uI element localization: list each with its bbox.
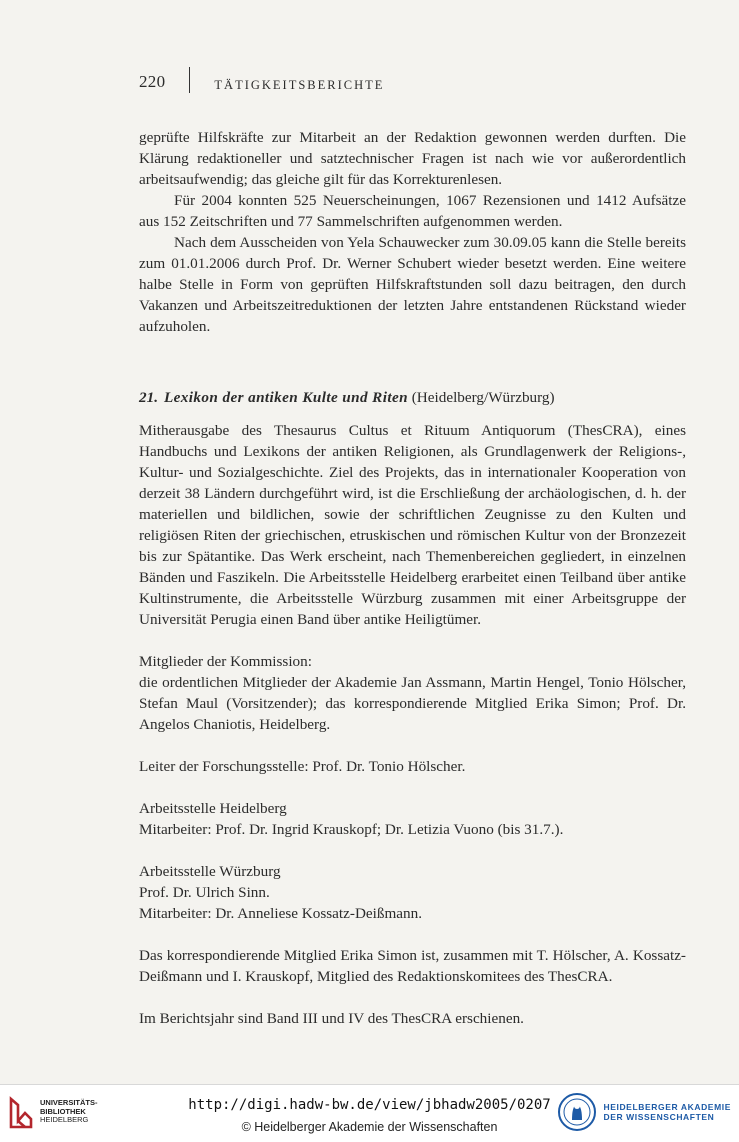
paragraph: Nach dem Ausscheiden von Yela Schauwecker zum 30.09.05 kann die Stelle bereits zum 01.01.2006 durch Prof. Dr. Werner Schubert wieder besetzt werden. Eine weitere halbe Stelle in Form von geprüften Hilfskraftstunden soll dazu beitragen, den durch Vakanzen und Arbeitszeitreduktionen der letzten Jahre entstandenen Rückstand wieder aufzuholen. [139, 234, 686, 335]
page-number: 220 [139, 72, 166, 91]
heidelberg-label: Arbeitsstelle Heidelberg [139, 800, 287, 817]
section-title: Lexikon der antiken Kulte und Riten [163, 389, 408, 406]
copyright-notice: © Heidelberger Akademie der Wissenschaften [241, 1120, 498, 1134]
wuerzburg-label: Arbeitsstelle Würzburg [139, 863, 281, 880]
section-body [139, 420, 686, 1029]
report-year-line: Im Berichtsjahr sind Band III und IV des ThesCRA erschienen. [139, 1010, 524, 1027]
section-location: (Heidelberg/Würzburg) [411, 389, 555, 406]
heidelberg-staff: Mitarbeiter: Prof. Dr. Ingrid Krauskopf; Dr. Letizia Vuono (bis 31.7.). [139, 821, 564, 838]
leader-line: Leiter der Forschungsstelle: Prof. Dr. Tonio Hölscher. [139, 758, 466, 775]
paragraph: Für 2004 konnten 525 Neuerscheinungen, 1067 Rezensionen und 1412 Aufsätze aus 152 Zeitschriften und 77 Sammelschriften aufgenommen werden. [139, 192, 686, 230]
academy-logo[interactable] [557, 1092, 731, 1132]
running-head-title: TÄTIGKEITSBERICHTE [214, 78, 385, 92]
viewer-footer [0, 1084, 739, 1142]
header-divider [189, 67, 190, 93]
permalink-url[interactable]: http://digi.hadw-bw.de/view/jbhadw2005/0207 [188, 1097, 551, 1113]
section-number: 21. [139, 389, 158, 406]
committee-paragraph: Das korrespondierende Mitglied Erika Simon ist, zusammen mit T. Hölscher, A. Kossatz-Deißmann und I. Krauskopf, Mitglied des Redaktionskomitees des ThesCRA. [139, 947, 686, 985]
members-label: Mitglieder der Kommission: [139, 653, 312, 670]
academy-seal-icon [557, 1092, 597, 1132]
academy-name: HEIDELBERGER AKADEMIE DER WISSENSCHAFTEN [603, 1101, 731, 1122]
wuerzburg-head: Prof. Dr. Ulrich Sinn. [139, 884, 270, 901]
continued-text [139, 127, 686, 337]
paragraph: Mitherausgabe des Thesaurus Cultus et Rituum Antiquorum (ThesCRA), eines Handbuchs und Lexikons der antiken Religionen, als Grundlagenwerk der Religions-, Kultur- und Sozialgeschichte. Ziel des Projekts, das in internationaler Kooperation von derzeit 38 Ländern durchgeführt wird, ist die Erschließung der archäologischen, d. h. der materiellen und bildlichen, sowie der schriftlichen Zeugnisse zu den Kulten und religiösen Riten der griechischen, etruskischen und römischen Kultur von der Bronzezeit bis zur Spätantike. Das Werk erscheint, nach Themenbereichen gegliedert, in einzelnen Bänden und Faszikeln. Die Arbeitsstelle Heidelberg erarbeitet einen Teilband über antike Kultinstrumente, die Arbeitsstelle Würzburg zusammen mit einer Arbeitsgruppe der Universität Perugia einen Band über antike Heiligtümer. [139, 422, 686, 628]
members-text: die ordentlichen Mitglieder der Akademie Jan Assmann, Martin Hengel, Tonio Hölscher, Stefan Maul (Vorsitzender); das korrespondierende Mitglied Erika Simon; Prof. Dr. Angelos Chaniotis, Heidelberg. [139, 674, 686, 733]
library-name: UNIVERSITÄTS- BIBLIOTHEK HEIDELBERG [40, 1098, 98, 1125]
running-head [139, 71, 384, 99]
section-heading [139, 387, 686, 408]
paragraph: geprüfte Hilfskräfte zur Mitarbeit an der Redaktion gewonnen werden durften. Die Klärung redaktioneller und satztechnischer Fragen ist nach wie vor außerordentlich arbeitsaufwendig; das gleiche gilt für das Korrekturenlesen. [139, 129, 686, 188]
wuerzburg-staff: Mitarbeiter: Dr. Anneliese Kossatz-Deißmann. [139, 905, 422, 922]
